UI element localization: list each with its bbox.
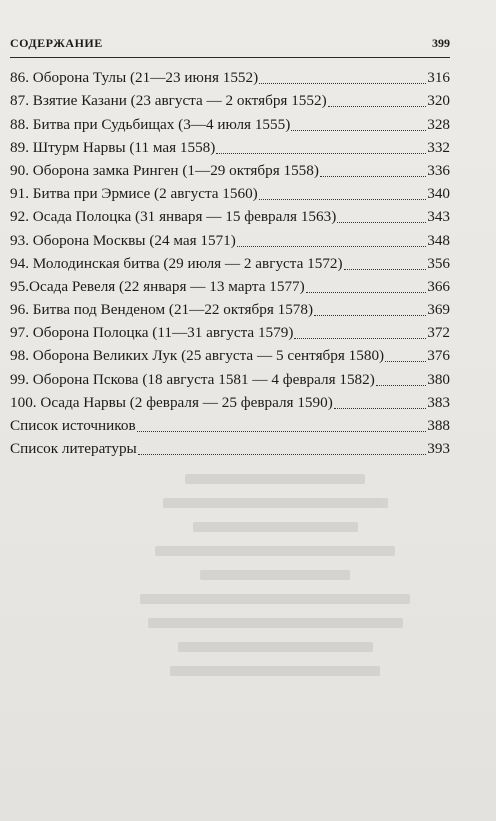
toc-entry-title: 94. Молодинская битва (29 июля — 2 августа 1572)	[10, 254, 343, 272]
toc-entry	[10, 203, 450, 226]
toc-entry-title: 90. Оборона замка Ринген (1—29 октября 1558)	[10, 161, 319, 179]
dot-leader	[376, 371, 426, 386]
toc-entry-page: 393	[427, 440, 450, 458]
header-rule	[10, 57, 450, 58]
toc-entry-page: 328	[427, 115, 450, 133]
toc-entry-page: 388	[427, 417, 450, 434]
toc-entry-page: 316	[427, 69, 450, 87]
toc-entry	[10, 250, 450, 273]
dot-leader	[294, 324, 426, 339]
toc-entry-title: 96. Битва под Венденом (21—22 октября 1578)	[10, 301, 314, 319]
toc-entry-page: 348	[427, 231, 450, 249]
dot-leader	[291, 116, 426, 131]
dot-leader	[137, 417, 427, 432]
show-through-imprint	[125, 460, 425, 700]
page-number: 399	[432, 36, 450, 50]
dot-leader	[259, 185, 426, 200]
running-header	[10, 36, 450, 51]
toc-entry-page: 356	[427, 254, 450, 272]
dot-leader	[328, 92, 427, 107]
toc-entry	[10, 365, 450, 388]
toc-entry	[10, 412, 450, 435]
toc-entry-title: Список источников	[10, 417, 136, 434]
toc-entry-page: 383	[427, 393, 450, 411]
toc-entry-page: 369	[427, 301, 450, 319]
toc-entry-page: 376	[427, 347, 450, 365]
toc-entry-title: 98. Оборона Великих Лук (25 августа — 5 сентября 1580)	[10, 347, 385, 365]
toc-entry	[10, 110, 450, 133]
toc-entry-page: 332	[427, 138, 450, 156]
dot-leader	[334, 394, 426, 409]
toc-entry	[10, 389, 450, 412]
toc-entry	[10, 157, 450, 180]
toc-entry	[10, 296, 450, 319]
toc-entry-title: 93. Оборона Москвы (24 мая 1571)	[10, 231, 236, 249]
table-of-contents	[10, 64, 450, 458]
dot-leader	[320, 162, 426, 177]
toc-entry-title: 97. Оборона Полоцка (11—31 августа 1579)	[10, 324, 294, 342]
toc-entry-title: 88. Битва при Судьбищах (3—4 июля 1555)	[10, 115, 291, 133]
toc-entry	[10, 64, 450, 87]
dot-leader	[385, 347, 426, 362]
dot-leader	[216, 139, 426, 154]
toc-entry-title: 89. Штурм Нарвы (11 мая 1558)	[10, 138, 216, 156]
section-title: СОДЕРЖАНИЕ	[10, 36, 103, 50]
toc-entry-page: 366	[427, 277, 450, 295]
dot-leader	[306, 278, 427, 293]
toc-entry	[10, 319, 450, 342]
toc-entry	[10, 180, 450, 203]
toc-entry	[10, 87, 450, 110]
toc-entry-title: 91. Битва при Эрмисе (2 августа 1560)	[10, 185, 258, 203]
toc-entry-page: 372	[427, 324, 450, 342]
toc-entry-title: 92. Осада Полоцка (31 января — 15 февраля 1563)	[10, 208, 337, 226]
dot-leader	[314, 301, 426, 316]
toc-entry	[10, 134, 450, 157]
toc-entry-title: Список литературы	[10, 440, 137, 458]
toc-entry-title: 100. Осада Нарвы (2 февраля — 25 февраля 1590)	[10, 393, 333, 411]
toc-entry-page: 380	[427, 370, 450, 388]
toc-entry-page: 336	[427, 161, 450, 179]
dot-leader	[237, 232, 426, 247]
dot-leader	[344, 255, 427, 270]
dot-leader	[138, 440, 426, 455]
dot-leader	[259, 69, 426, 84]
toc-entry-title: 87. Взятие Казани (23 августа — 2 октября 1552)	[10, 92, 327, 110]
toc-entry-page: 343	[427, 208, 450, 226]
toc-entry	[10, 226, 450, 249]
dot-leader	[337, 208, 426, 223]
toc-entry	[10, 435, 450, 458]
toc-entry-page: 320	[427, 92, 450, 110]
toc-entry-title: 95.Осада Ревеля (22 января — 13 марта 1577)	[10, 277, 305, 295]
toc-entry-title: 86. Оборона Тулы (21—23 июня 1552)	[10, 69, 259, 87]
toc-entry-title: 99. Оборона Пскова (18 августа 1581 — 4 февраля 1582)	[10, 370, 375, 388]
toc-entry	[10, 273, 450, 296]
toc-entry-page: 340	[427, 185, 450, 203]
toc-entry	[10, 342, 450, 365]
